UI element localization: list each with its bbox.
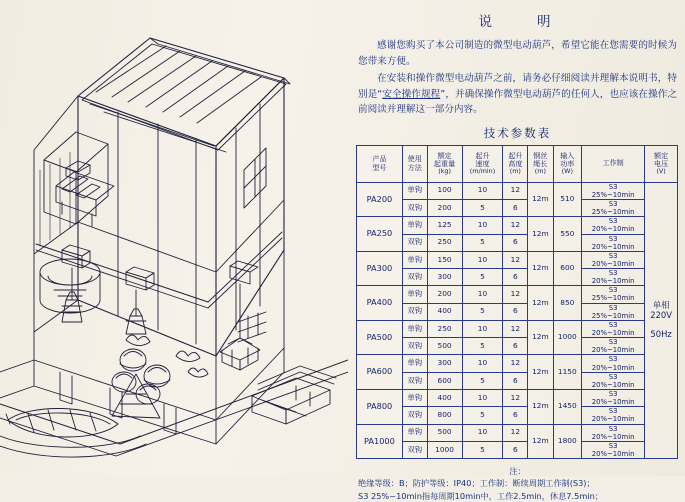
cell-model: PA400 — [357, 286, 403, 321]
table-row — [357, 199, 678, 216]
cell-load: 300 — [427, 355, 462, 372]
cell-height: 6 — [503, 199, 528, 216]
cell-voltage: 单相 220V 50Hz — [645, 182, 678, 459]
cell-duty: S3 20%~10min — [582, 407, 645, 424]
cell-speed: 10 — [462, 424, 503, 441]
notes-label: 注： — [509, 466, 526, 477]
cell-duty: S3 25%~10min — [582, 303, 645, 320]
cell-method: 双钩 — [402, 338, 427, 355]
cell-height: 12 — [503, 217, 528, 234]
cell-load: 125 — [427, 217, 462, 234]
cell-method: 单钩 — [402, 251, 427, 268]
table-row — [357, 182, 678, 199]
table-header-row — [357, 145, 678, 182]
cell-power: 1800 — [553, 424, 582, 459]
col-head-height: 起升 高度 (m) — [503, 145, 528, 182]
page-title: 说 明 — [478, 14, 557, 30]
cell-power: 1450 — [553, 390, 582, 425]
cell-height: 12 — [503, 424, 528, 441]
cell-duty: S3 20%~10min — [582, 217, 645, 234]
cell-rope: 12m — [528, 320, 553, 355]
cell-rope: 12m — [528, 390, 553, 425]
cell-method: 单钩 — [402, 286, 427, 303]
cell-duty: S3 20%~10min — [582, 441, 645, 458]
cell-height: 12 — [503, 286, 528, 303]
cell-duty: S3 20%~10min — [582, 269, 645, 286]
cell-duty: S3 25%~10min — [582, 286, 645, 303]
col-head-load: 额定 起重量 (kg) — [427, 145, 462, 182]
cell-power: 1000 — [553, 320, 582, 355]
cell-load: 200 — [427, 286, 462, 303]
cell-model: PA600 — [357, 355, 403, 390]
table-row — [357, 441, 678, 458]
cell-duty: S3 20%~10min — [582, 372, 645, 389]
cell-duty: S3 20%~10min — [582, 320, 645, 337]
cell-model: PA1000 — [357, 424, 403, 459]
cell-method: 双钩 — [402, 441, 427, 458]
cell-model: PA500 — [357, 320, 403, 355]
cell-power: 1150 — [553, 355, 582, 390]
cell-load: 1000 — [427, 441, 462, 458]
cell-speed: 5 — [462, 441, 503, 458]
cell-height: 12 — [503, 390, 528, 407]
cell-load: 400 — [427, 303, 462, 320]
cell-method: 双钩 — [402, 199, 427, 216]
cell-rope: 12m — [528, 286, 553, 321]
cell-load: 500 — [427, 424, 462, 441]
cell-method: 单钩 — [402, 424, 427, 441]
cell-rope: 12m — [528, 424, 553, 459]
cell-height: 12 — [503, 320, 528, 337]
table-title: 技术参数表 — [483, 125, 552, 140]
table-row — [357, 424, 678, 441]
cell-load: 150 — [427, 251, 462, 268]
cell-method: 双钩 — [402, 234, 427, 251]
cell-method: 双钩 — [402, 303, 427, 320]
cell-height: 6 — [503, 303, 528, 320]
cell-duty: S3 20%~10min — [582, 424, 645, 441]
paragraph-1: 感谢您购买了本公司制造的微型电动葫芦，希望它能在您需要的时候为您带来方便。 — [358, 40, 677, 67]
col-head-power: 输入 功率 (W) — [553, 145, 582, 182]
cell-load: 250 — [427, 234, 462, 251]
cell-method: 单钩 — [402, 182, 427, 199]
cell-model: PA200 — [357, 182, 403, 217]
cell-rope: 12m — [528, 355, 553, 390]
cell-speed: 5 — [462, 269, 503, 286]
cell-load: 600 — [427, 372, 462, 389]
cell-duty: S3 20%~10min — [582, 251, 645, 268]
cell-method: 单钩 — [402, 355, 427, 372]
cell-height: 6 — [503, 372, 528, 389]
illustration-panel — [0, 0, 348, 476]
cell-speed: 5 — [462, 338, 503, 355]
text-panel — [350, 0, 685, 501]
cell-duty: S3 20%~10min — [582, 338, 645, 355]
cell-load: 400 — [427, 390, 462, 407]
line-drawing-house-hoist-scene — [0, 0, 348, 476]
cell-height: 12 — [503, 355, 528, 372]
cell-model: PA800 — [357, 390, 403, 425]
notes-block — [358, 465, 677, 502]
cell-height: 6 — [503, 269, 528, 286]
col-head-model: 产品 型号 — [357, 145, 403, 182]
table-row — [357, 286, 678, 303]
table-row — [357, 217, 678, 234]
col-head-duty: 工作制 — [582, 145, 645, 182]
table-row — [357, 303, 678, 320]
cell-power: 850 — [553, 286, 582, 321]
cell-method: 双钩 — [402, 407, 427, 424]
col-head-method: 使用 方法 — [402, 145, 427, 182]
cell-height: 6 — [503, 338, 528, 355]
cell-speed: 5 — [462, 407, 503, 424]
cell-height: 6 — [503, 441, 528, 458]
cell-height: 6 — [503, 234, 528, 251]
cell-load: 250 — [427, 320, 462, 337]
cell-load: 100 — [427, 182, 462, 199]
cell-load: 500 — [427, 338, 462, 355]
cell-load: 200 — [427, 199, 462, 216]
cell-duty: S3 20%~10min — [582, 234, 645, 251]
table-row — [357, 390, 678, 407]
cell-speed: 10 — [462, 320, 503, 337]
col-head-rope: 钢丝 绳长 (m) — [528, 145, 553, 182]
table-row — [357, 407, 678, 424]
table-row — [357, 269, 678, 286]
table-row — [357, 338, 678, 355]
cell-method: 单钩 — [402, 320, 427, 337]
cell-duty: S3 25%~10min — [582, 182, 645, 199]
note-line-2: S3 25%~10min指每周期10min中，工作2.5min，休息7.5min； — [358, 490, 603, 501]
col-head-speed: 起升 速度 (m/min) — [462, 145, 503, 182]
cell-height: 12 — [503, 251, 528, 268]
cell-model: PA300 — [357, 251, 403, 286]
cell-method: 单钩 — [402, 217, 427, 234]
cell-duty: S3 20%~10min — [582, 390, 645, 407]
cell-power: 550 — [553, 217, 582, 252]
cell-speed: 5 — [462, 234, 503, 251]
cell-speed: 10 — [462, 390, 503, 407]
cell-speed: 5 — [462, 303, 503, 320]
table-row — [357, 251, 678, 268]
note-line-1: 绝缘等级：B；防护等级：IP40；工作制：断续周期工作制(S3)； — [358, 478, 595, 489]
cell-rope: 12m — [528, 217, 553, 252]
cell-method: 双钩 — [402, 269, 427, 286]
parameter-table — [356, 145, 678, 460]
cell-rope: 12m — [528, 251, 553, 286]
table-row — [357, 355, 678, 372]
cell-power: 510 — [553, 182, 582, 217]
table-row — [357, 320, 678, 337]
table-row — [357, 372, 678, 389]
table-body — [357, 182, 678, 459]
cell-speed: 5 — [462, 199, 503, 216]
cell-speed: 10 — [462, 217, 503, 234]
cell-speed: 10 — [462, 182, 503, 199]
cell-duty: S3 20%~10min — [582, 355, 645, 372]
col-head-voltage: 额定 电压 (V) — [645, 145, 678, 182]
cell-speed: 5 — [462, 372, 503, 389]
cell-speed: 10 — [462, 355, 503, 372]
cell-duty: S3 25%~10min — [582, 199, 645, 216]
cell-method: 单钩 — [402, 390, 427, 407]
cell-height: 6 — [503, 407, 528, 424]
table-row — [357, 234, 678, 251]
underlined-phrase: 安全操作规程 — [382, 88, 441, 100]
cell-load: 300 — [427, 269, 462, 286]
cell-height: 12 — [503, 182, 528, 199]
cell-speed: 10 — [462, 286, 503, 303]
cell-power: 600 — [553, 251, 582, 286]
cell-load: 800 — [427, 407, 462, 424]
cell-method: 双钩 — [402, 372, 427, 389]
cell-model: PA250 — [357, 217, 403, 252]
cell-rope: 12m — [528, 182, 553, 217]
paragraph-2: 在安装和操作微型电动葫芦之前，请务必仔细阅读并理解本说明书，特别是“安全操作规程”，并确保操作微型电动葫芦的任何人，也应该在操作之前阅读并理解这一部分内容。 — [358, 73, 677, 116]
cell-speed: 10 — [462, 251, 503, 268]
